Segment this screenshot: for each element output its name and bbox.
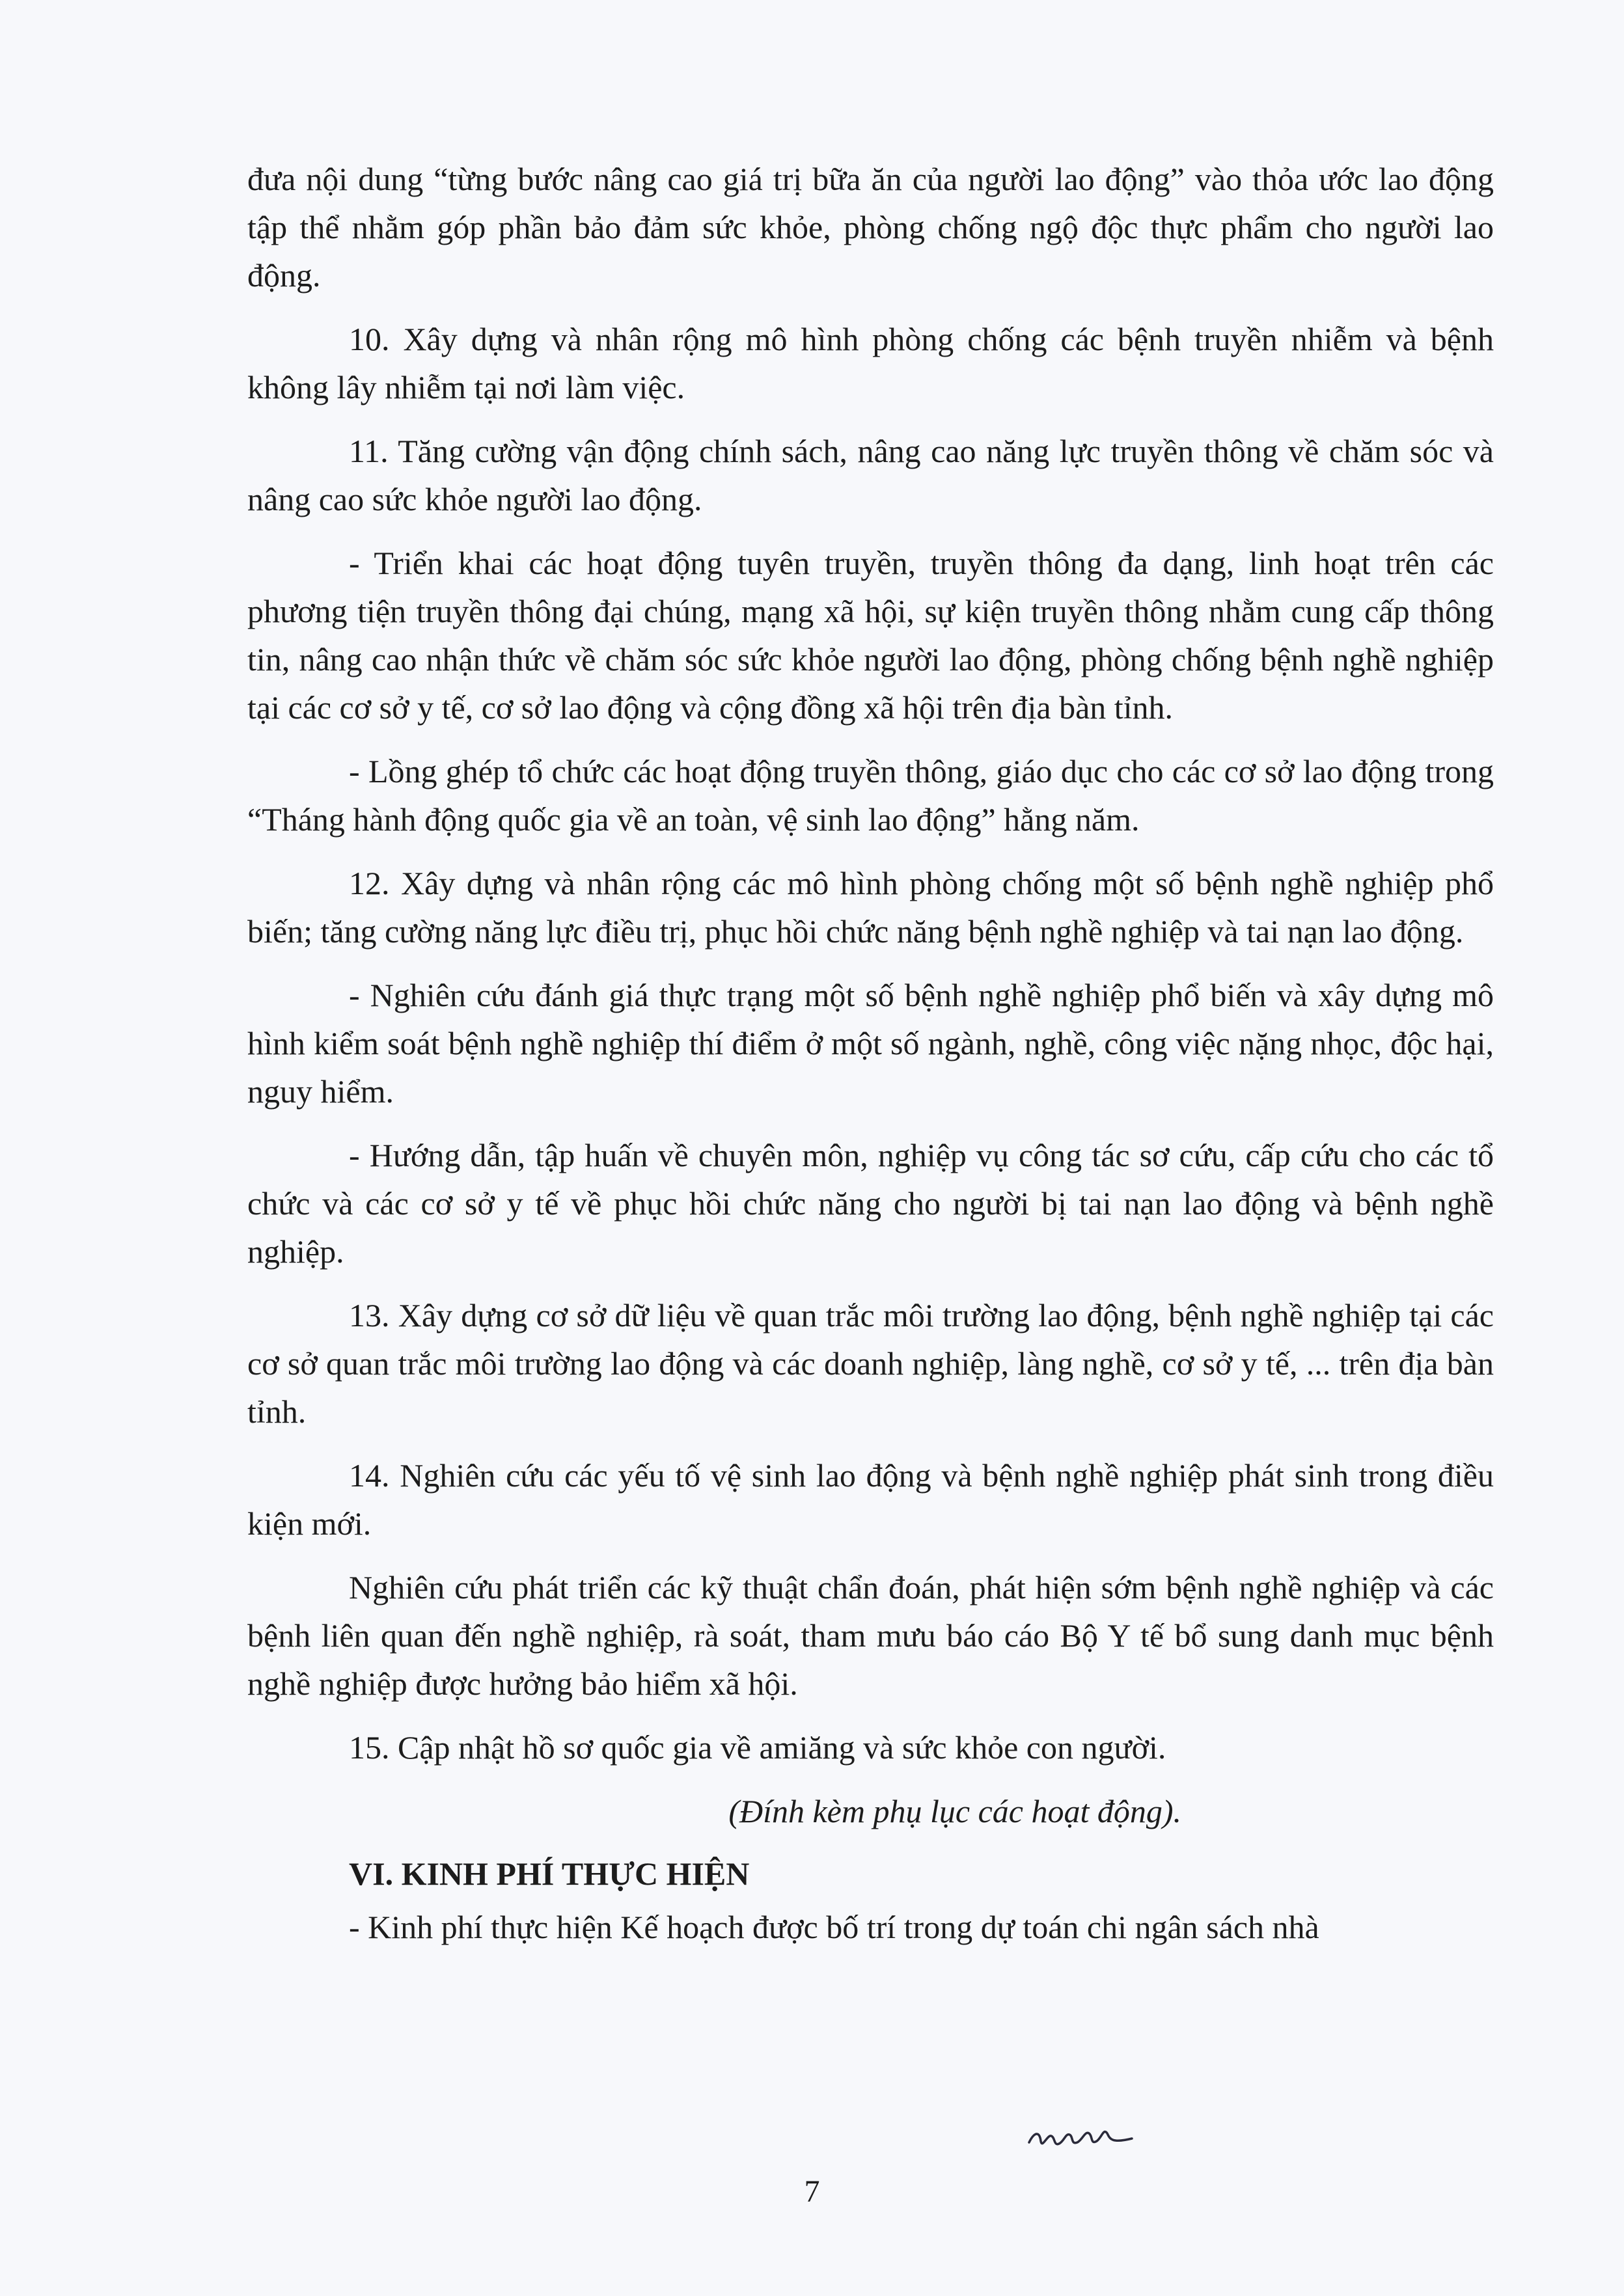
paragraph-funding: - Kinh phí thực hiện Kế hoạch được bố trí trong dự toán chi ngân sách nhà xyxy=(349,1909,1319,1945)
paragraph-item-10: 10. Xây dựng và nhân rộng mô hình phòng chống các bệnh truyền nhiễm và bệnh không lây nhiễm tại nơi làm việc. xyxy=(247,321,1494,405)
paragraph-bullet-training: - Hướng dẫn, tập huấn về chuyên môn, nghiệp vụ công tác sơ cứu, cấp cứu cho các tổ chức và các cơ sở y tế về phục hồi chức năng cho người bị tai nạn lao động và bệnh nghề nghiệp. xyxy=(247,1137,1494,1270)
paragraph-bullet-research: - Nghiên cứu đánh giá thực trạng một số bệnh nghề nghiệp phổ biến và xây dựng mô hình kiểm soát bệnh nghề nghiệp thí điểm ở một số ngành, nghề, công việc nặng nhọc, độc hại, nguy hiểm. xyxy=(247,977,1494,1110)
paragraph-item-11: 11. Tăng cường vận động chính sách, nâng cao năng lực truyền thông về chăm sóc và nâng cao sức khỏe người lao động. xyxy=(247,433,1494,517)
document-body xyxy=(247,155,1494,1951)
paragraph-continuation: đưa nội dung “từng bước nâng cao giá trị bữa ăn của người lao động” vào thỏa ước lao động tập thể nhằm góp phần bảo đảm sức khỏe, phòng chống ngộ độc thực phẩm cho người lao động. xyxy=(247,161,1494,294)
paragraph-bullet-integration: - Lồng ghép tổ chức các hoạt động truyền thông, giáo dục cho các cơ sở lao động trong “Tháng hành động quốc gia về an toàn, vệ sinh lao động” hằng năm. xyxy=(247,753,1494,838)
initial-signature-icon xyxy=(1025,2115,1136,2164)
appendix-note: (Đính kèm phụ lục các hoạt động). xyxy=(728,1793,1181,1829)
page-number: 7 xyxy=(804,2174,820,2209)
paragraph-item-14: 14. Nghiên cứu các yếu tố vệ sinh lao động và bệnh nghề nghiệp phát sinh trong điều kiện mới. xyxy=(247,1457,1494,1542)
paragraph-research-techniques: Nghiên cứu phát triển các kỹ thuật chẩn đoán, phát hiện sớm bệnh nghề nghiệp và các bệnh liên quan đến nghề nghiệp, rà soát, tham mưu báo cáo Bộ Y tế bổ sung danh mục bệnh nghề nghiệp được hưởng bảo hiểm xã hội. xyxy=(247,1569,1494,1702)
paragraph-item-13: 13. Xây dựng cơ sở dữ liệu về quan trắc môi trường lao động, bệnh nghề nghiệp tại các cơ sở quan trắc môi trường lao động và các doanh nghiệp, làng nghề, cơ sở y tế, ... trên địa bàn tỉnh. xyxy=(247,1297,1494,1430)
section-heading: VI. KINH PHÍ THỰC HIỆN xyxy=(349,1855,750,1892)
paragraph-item-15: 15. Cập nhật hồ sơ quốc gia về amiăng và sức khỏe con người. xyxy=(349,1729,1166,1766)
paragraph-item-12: 12. Xây dựng và nhân rộng các mô hình phòng chống một số bệnh nghề nghiệp phổ biến; tăng cường năng lực điều trị, phục hồi chức năng bệnh nghề nghiệp và tai nạn lao động. xyxy=(247,865,1494,950)
paragraph-bullet-communication: - Triển khai các hoạt động tuyên truyền, truyền thông đa dạng, linh hoạt trên các phương tiện truyền thông đại chúng, mạng xã hội, sự kiện truyền thông nhằm cung cấp thông tin, nâng cao nhận thức về chăm sóc sức khỏe người lao động, phòng chống bệnh nghề nghiệp tại các cơ sở y tế, cơ sở lao động và cộng đồng xã hội trên địa bàn tỉnh. xyxy=(247,545,1494,726)
